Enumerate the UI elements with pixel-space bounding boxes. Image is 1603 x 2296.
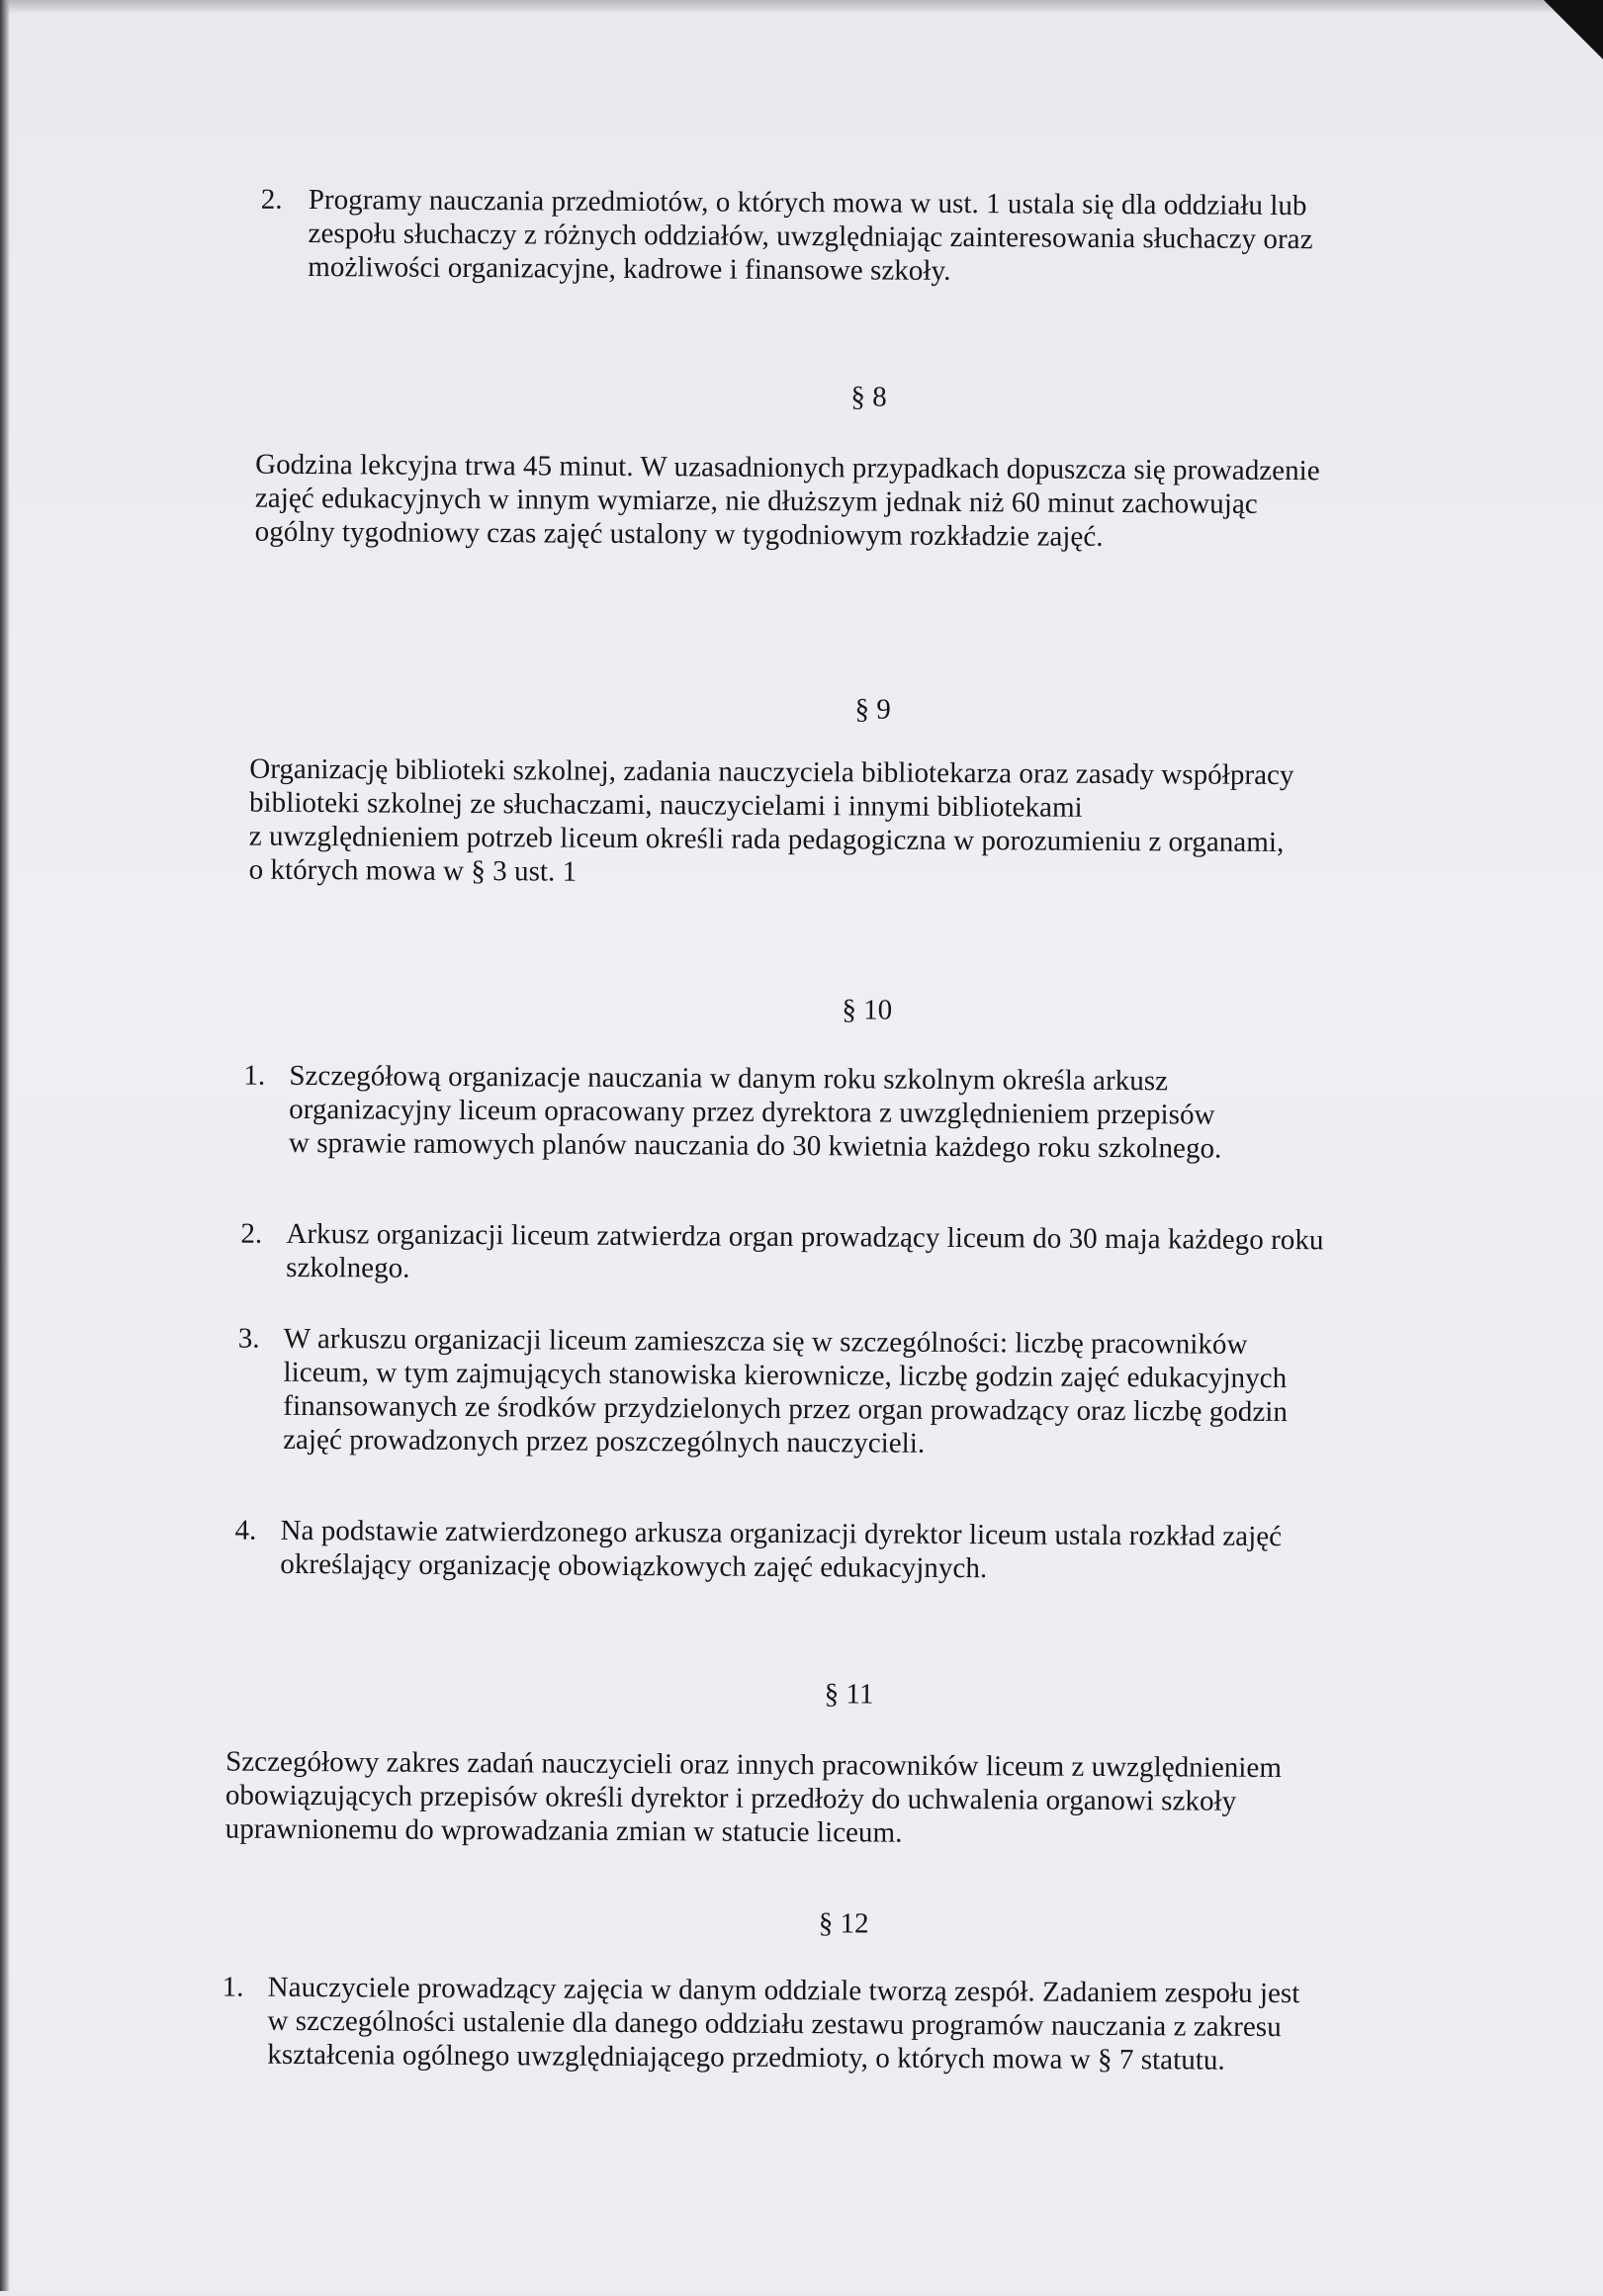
paragraph-line: o których mowa w § 3 ust. 1 [248, 853, 578, 888]
paragraph-line: obowiązujących przepisów określi dyrektor i przedłoży do uchwalenia organowi szkoły [224, 1779, 1237, 1817]
list-number: 1. [243, 1059, 266, 1092]
paragraph-line: szkolnego. [286, 1251, 410, 1284]
paragraph-line: w sprawie ramowych planów nauczania do 30 kwietnia każdego roku szkolnego. [288, 1126, 1222, 1165]
section-heading: § 10 [842, 994, 893, 1026]
paragraph-line: Szczegółową organizacje nauczania w danym roku szkolnym określa arkusz [289, 1059, 1169, 1098]
list-number: 4. [234, 1514, 257, 1546]
paragraph-line: zajęć prowadzonych przez poszczególnych nauczycieli. [283, 1423, 926, 1459]
list-number: 2. [240, 1217, 263, 1250]
list-number: 3. [237, 1322, 260, 1355]
section-heading: § 8 [850, 381, 887, 413]
paragraph-line: możliwości organizacyjne, kadrowe i finansowe szkoły. [308, 250, 951, 287]
paragraph-line: finansowanych ze środków przydzielonych przez organ prowadzący oraz liczbę godzin [283, 1389, 1289, 1429]
paragraph-line: zajęć edukacyjnych w innym wymiarze, nie dłuższym jednak niż 60 minut zachowując [254, 482, 1258, 520]
section-heading: § 9 [854, 693, 891, 726]
paragraph-line: Szczegółowy zakres zadań nauczycieli oraz innych pracowników liceum z uwzględnieniem [225, 1745, 1283, 1785]
paragraph-line: biblioteki szkolnej ze słuchaczami, nauczycielami i innymi bibliotekami [248, 786, 1083, 824]
paragraph-line: Nauczyciele prowadzący zajęcia w danym oddziale tworzą zespół. Zadaniem zespołu jest [267, 1971, 1300, 2010]
paragraph-line: Organizację biblioteki szkolnej, zadania nauczyciela bibliotekarza oraz zasady współpracy [249, 752, 1294, 792]
section-heading: § 11 [824, 1678, 874, 1711]
paragraph-line: organizacyjny liceum opracowany przez dyrektora z uwzględnieniem przepisów [289, 1093, 1215, 1131]
paragraph-line: w szczególności ustalenie dla danego oddziału zestawu programów nauczania z zakresu [267, 2004, 1282, 2044]
paragraph-line: kształcenia ogólnego uwzględniającego przedmioty, o których mowa w § 7 statutu. [267, 2038, 1225, 2076]
paragraph-line: Programy nauczania przedmiotów, o których mowa w ust. 1 ustala się dla oddziału lub [308, 184, 1307, 222]
list-number: 1. [222, 1971, 244, 2003]
paragraph-line: Godzina lekcyjna trwa 45 minut. W uzasadnionych przypadkach dopuszcza się prowadzenie [255, 448, 1320, 487]
paragraph-line: ogólny tygodniowy czas zajęć ustalony w tygodniowym rozkładzie zajęć. [254, 515, 1104, 553]
paragraph-line: uprawnionemu do wprowadzania zmian w statucie liceum. [224, 1812, 903, 1849]
paragraph-line: zespołu słuchaczy z różnych oddziałów, uwzględniając zainteresowania słuchaczy oraz [308, 217, 1313, 256]
paragraph-line: Na podstawie zatwierdzonego arkusza organizacji dyrektor liceum ustala rozkład zajęć [280, 1514, 1283, 1553]
list-number: 2. [260, 183, 283, 216]
paragraph-line: Arkusz organizacji liceum zatwierdza organ prowadzący liceum do 30 maja każdego roku [286, 1217, 1324, 1257]
paragraph-line: określający organizację obowiązkowych zajęć edukacyjnych. [280, 1547, 988, 1585]
paragraph-line: W arkuszu organizacji liceum zamieszcza się w szczególności: liczbę pracowników [283, 1322, 1248, 1361]
section-heading: § 12 [818, 1907, 869, 1940]
paragraph-line: z uwzględnieniem potrzeb liceum określi rada pedagogiczna w porozumieniu z organami, [248, 820, 1285, 859]
paragraph-line: liceum, w tym zajmujących stanowiska kierownicze, liczbę godzin zajęć edukacyjnych [283, 1356, 1288, 1395]
